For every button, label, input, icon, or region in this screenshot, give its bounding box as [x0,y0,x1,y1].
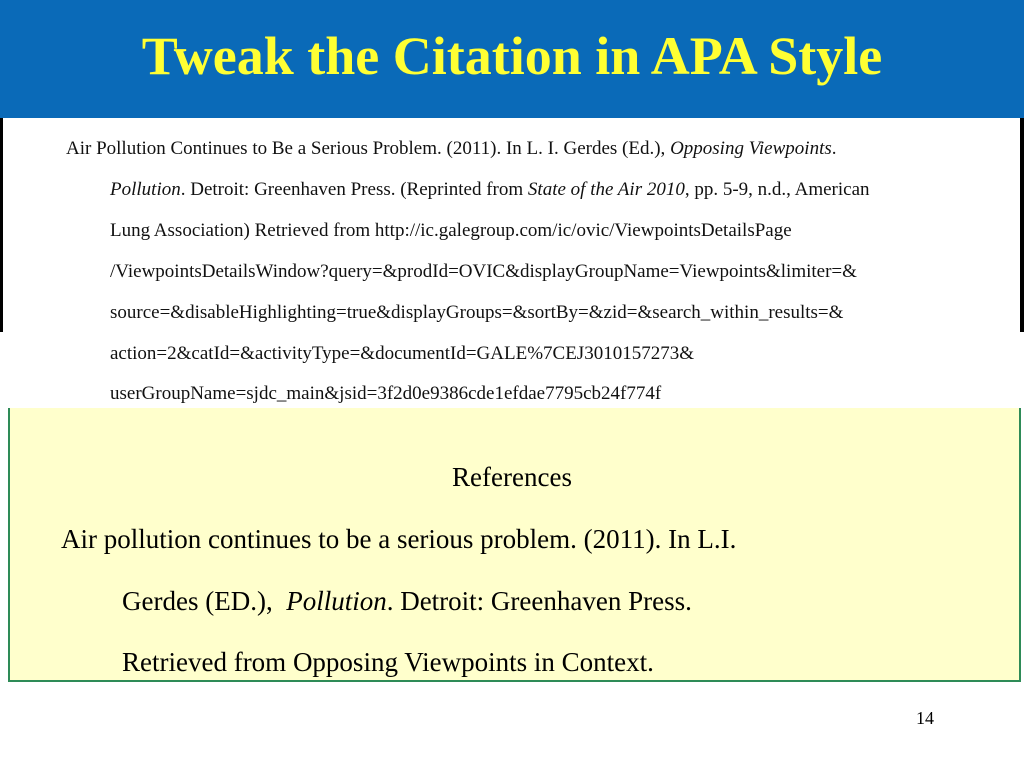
slide-title: Tweak the Citation in APA Style [141,26,883,86]
reference-line-3: Retrieved from Opposing Viewpoints in Context. [122,647,654,677]
reference-italic: Pollution [286,586,387,616]
citation-line-4: /ViewpointsDetailsWindow?query=&prodId=OVIC&displayGroupName=Viewpoints&limiter=& [110,261,857,282]
reference-line-1: Air pollution continues to be a serious problem. (2011). In L.I. [61,524,737,554]
reference-line-2 [122,586,692,617]
screenshot-right-border [1020,118,1024,332]
citation-line-6: action=2&catId=&activityType=&documentId=GALE%7CEJ3010157273& [110,343,694,364]
page-number: 14 [916,708,934,728]
references-heading: References [452,462,572,492]
citation-text: . Detroit: Greenhaven Press. (Reprinted from [180,179,528,200]
citation-line-1 [66,138,837,160]
citation-line-5: source=&disableHighlighting=true&displayGroups=&sortBy=&zid=&search_within_results=& [110,302,844,323]
citation-italic: Pollution [110,179,181,200]
citation-italic: State of the Air 2010 [527,179,685,200]
screenshot-left-border [0,118,3,332]
citation-italic: Opposing Viewpoints [670,138,832,159]
citation-line-2 [110,179,870,201]
citation-text: Air Pollution Continues to Be a Serious Problem. (2011). In L. I. Gerdes (Ed.), [66,138,671,159]
citation-text: . [831,138,837,159]
reference-text: Gerdes (ED.), [122,586,287,616]
citation-line-7: userGroupName=sjdc_main&jsid=3f2d0e9386cde1efdae7795cb24f774f [110,383,662,404]
reference-text: . Detroit: Greenhaven Press. [386,586,692,616]
citation-line-3: Lung Association) Retrieved from http://ic.galegroup.com/ic/ovic/ViewpointsDetailsPage [110,220,792,241]
citation-text: , pp. 5-9, n.d., American [684,179,870,200]
